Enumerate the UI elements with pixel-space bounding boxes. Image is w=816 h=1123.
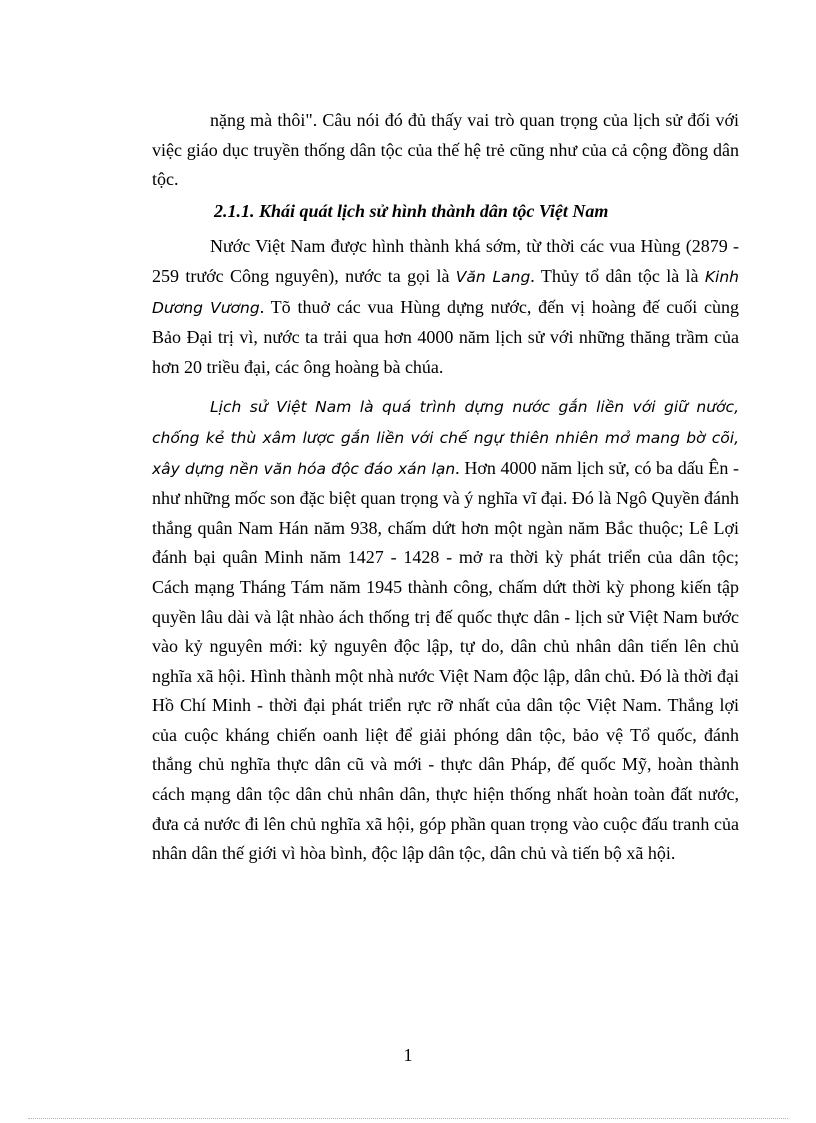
paragraph-3: [152, 392, 739, 869]
page-number: 1: [403, 1045, 413, 1065]
paragraph-3-text: . Hơn 4000 năm lịch sử, có ba dấu Ên - như những mốc son đặc biệt quan trọng và ý nghĩa vĩ đại. Đó là Ngô Quyền đánh thắng quân Nam Hán năm 938, chấm dứt hơn một ngàn năm Bắc thuộc; Lê Lợi đánh bại quân Minh năm 1427 - 1428 - mở ra thời kỳ phát triển của dân tộc; Cách mạng Tháng Tám năm 1945 thành công, chấm dứt thời kỳ phong kiến tập quyền lâu dài và lật nhào ách thống trị đế quốc thực dân - lịch sử Việt Nam bước vào kỷ nguyên mới: kỷ nguyên độc lập, tự do, dân chủ nhân dân tiến lên chủ nghĩa xã hội. Hình thành một nhà nước Việt Nam độc lập, dân chủ. Đó là thời đại Hồ Chí Minh - thời đại phát triển rực rỡ nhất của dân tộc Việt Nam. Thắng lợi của cuộc kháng chiến oanh liệt để giải phóng dân tộc, bảo vệ Tổ quốc, đánh thắng chủ nghĩa thực dân cũ và mới - thực dân Pháp, đế quốc Mỹ, hoàn thành cách mạng dân tộc dân chủ nhân dân, thực hiện thống nhất hoàn toàn đất nước, đưa cả nước đi lên chủ nghĩa xã hội, góp phần quan trọng vào cuộc đấu tranh của nhân dân thế giới vì hòa bình, độc lập dân tộc, dân chủ và tiến bộ xã hội.: [152, 457, 739, 864]
section-heading: 2.1.1. Khái quát lịch sử hình thành dân tộc Việt Nam: [214, 200, 609, 221]
paragraph-2-text-c: . Tõ thuở các vua Hùng dựng nước, đến vị hoàng đế cuối cùng Bảo Đại trị vì, nước ta trải qua hơn 4000 năm lịch sử với những thăng trầm của hơn 20 triều đại, các ông hoàng bà chúa.: [152, 296, 740, 377]
paragraph-2: [152, 232, 739, 382]
body-text: [152, 106, 739, 869]
paragraph-1: nặng mà thôi". Câu nói đó đủ thấy vai trò quan trọng của lịch sử đối với việc giáo dục truyền thống dân tộc của thế hệ trẻ cũng như của cả cộng đồng dân tộc.: [152, 110, 739, 190]
page-footer-divider: [28, 1118, 788, 1119]
paragraph-2-italic-kinh-duong-vuong: Kinh Dương Vương: [152, 267, 739, 317]
paragraph-2-text-b: . Thủy tổ dân tộc là là: [530, 265, 705, 286]
paragraph-2-text-a: Nước Việt Nam được hình thành khá sớm, từ thời các vua Hùng (2879 - 259 trước Công nguyên), nước ta gọi là: [152, 236, 739, 286]
paragraph-2-italic-van-lang: Văn Lang: [455, 267, 531, 286]
paragraph-3-italic-intro: Lịch sử Việt Nam là quá trình dựng nước gắn liền với giữ nước, chống kẻ thù xâm lược gắn liền với chế ngự thiên nhiên mở mang bờ cõi, xây dựng nền văn hóa độc đáo xán lạn: [152, 398, 739, 478]
